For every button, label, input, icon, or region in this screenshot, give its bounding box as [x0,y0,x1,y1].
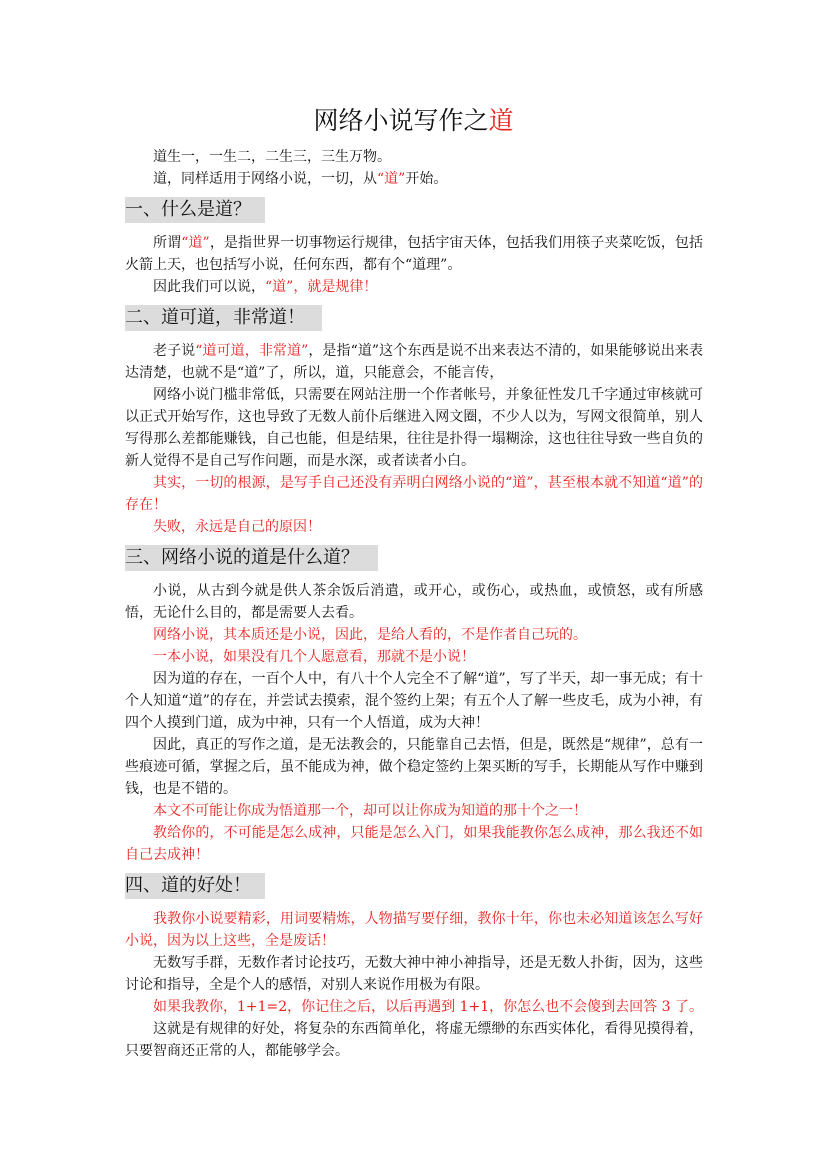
section-1-paragraph-1: 所谓“道”，是指世界一切事物运行规律，包括宇宙天体，包括我们用筷子夹菜吃饭，包括火箭上天，也包括写小说，任何东西，都有个“道理”。 [125,235,704,273]
intro-line-2: 道，同样适用于网络小说，一切，从“道”开始。 [153,171,448,187]
section-3-paragraph-1: 小说，从古到今就是供人茶余饭后消遣，或开心，或伤心，或热血，或愤怒，或有所感悟，无论什么目的，都是需要人去看。 [125,583,703,621]
section-2-paragraph-1: 老子说“道可道，非常道”，是指“道”这个东西是说不出来表达不清的，如果能够说出来表达清楚，也就不是“道”了，所以，道，只能意会，不能言传， [125,343,703,381]
section-4-paragraph-2: 无数写手群，无数作者讨论技巧，无数大神中神小神指导，还是无数人扑街，因为，这些讨论和指导，全是个人的感悟，对别人来说作用极为有限。 [125,955,703,993]
section-4-paragraph-1: 我教你小说要精彩，用词要精炼，人物描写要仔细，教你十年，你也未必知道该怎么写好小说，因为以上这些，全是废话！ [125,911,703,949]
section-3-paragraph-6: 本文不可能让你成为悟道那一个，却可以让你成为知道的那十个之一！ [153,803,587,819]
intro-line-1: 道生一，一生二，二生三，三生万物。 [153,149,391,165]
section-3-paragraph-3: 一本小说，如果没有几个人愿意看，那就不是小说！ [153,649,475,665]
section-1-heading: 一、什么是道？ [125,197,265,223]
section-4-paragraph-3: 如果我教你，1+1=2，你记住之后，以后再遇到 1+1，你怎么也不会傻到去回答 3 了。 [153,999,703,1015]
section-3-paragraph-7: 教给你的，不可能是怎么成神，只能是怎么入门，如果我能教你怎么成神，那么我还不如自己去成神！ [125,825,703,863]
section-2-heading: 二、道可道，非常道！ [125,305,322,331]
section-2-paragraph-4: 失败，永远是自己的原因！ [153,519,321,535]
section-3-paragraph-5: 因此，真正的写作之道，是无法教会的，只能靠自己去悟，但是，既然是“规律”，总有一些痕迹可循，掌握之后，虽不能成为神，做个稳定签约上架买断的写手，长期能从写作中赚到钱，也是不错的。 [125,737,703,797]
document-body [125,146,703,1062]
section-3-paragraph-2: 网络小说，其本质还是小说，因此，是给人看的，不是作者自己玩的。 [153,627,587,643]
section-1-paragraph-2: 因此我们可以说，“道”，就是规律！ [153,279,378,295]
title-prefix: 网络小说写作之 [313,106,489,135]
section-3-heading: 三、网络小说的道是什么道？ [125,545,378,571]
title-accent: 道 [488,106,514,135]
section-2-paragraph-3: 其实，一切的根源，是写手自己还没有弄明白网络小说的“道”，甚至根本就不知道“道”的存在！ [125,475,703,513]
section-2-paragraph-2: 网络小说门槛非常低，只需要在网站注册一个作者帐号，并象征性发几千字通过审核就可以正式开始写作，这也导致了无数人前仆后继进入网文圈，不少人以为，写网文很简单，别人写得那么差都能赚钱，自己也能，但是结果，往往是扑得一塌糊涂，这也往往导致一些自负的新人觉得不是自己写作问题，而是水深，或者读者小白。 [125,387,703,469]
section-3-paragraph-4: 因为道的存在，一百个人中，有八十个人完全不了解“道”，写了半天，却一事无成；有十个人知道“道”的存在，并尝试去摸索，混个签约上架；有五个人了解一些皮毛，成为小神，有四个人摸到门道，成为中神，只有一个人悟道，成为大神！ [125,671,703,731]
document-title [0,104,827,138]
section-4-heading: 四、道的好处！ [125,873,265,899]
section-4-paragraph-4: 这就是有规律的好处，将复杂的东西简单化，将虚无缥缈的东西实体化，看得见摸得着，只要智商还正常的人，都能够学会。 [125,1021,703,1059]
